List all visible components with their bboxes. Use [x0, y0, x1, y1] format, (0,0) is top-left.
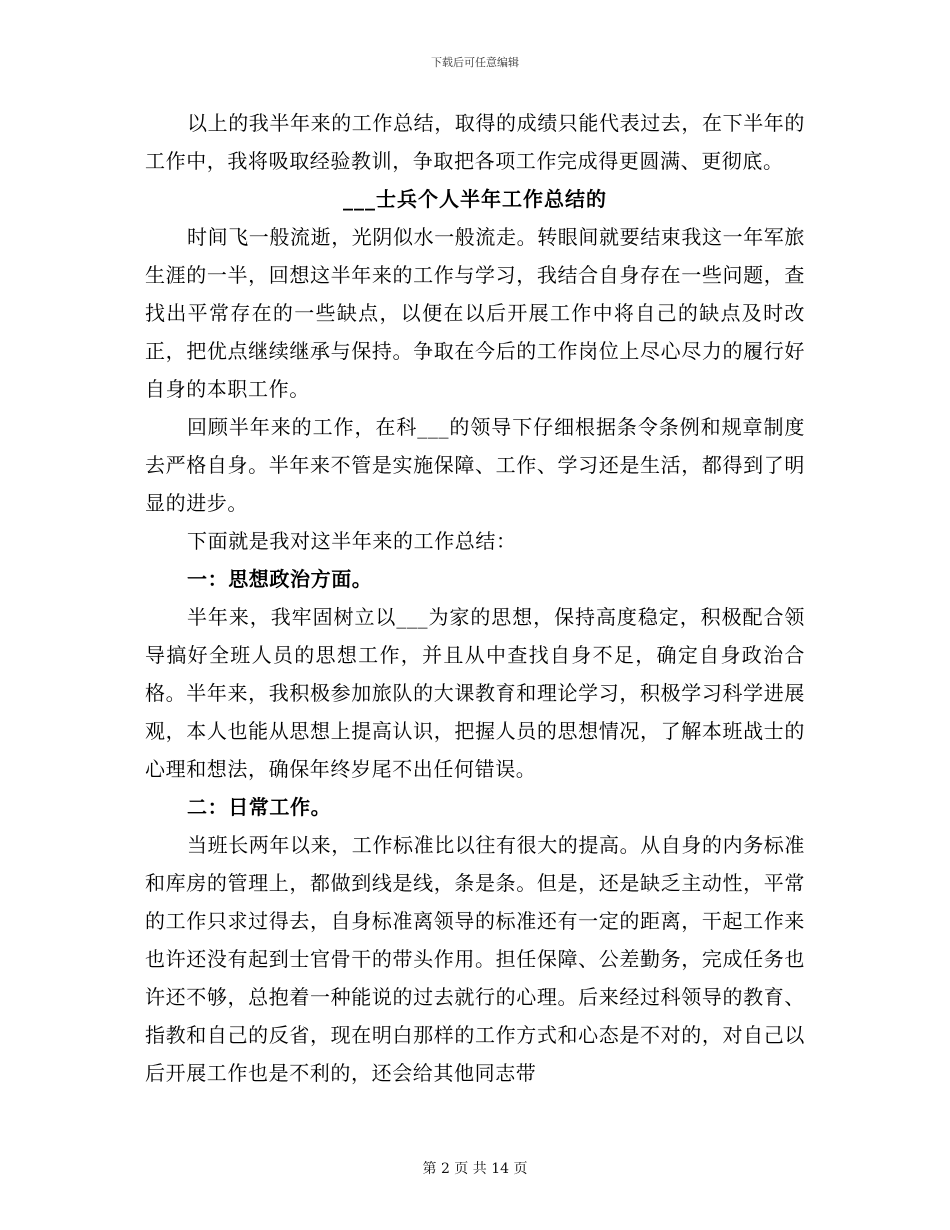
paragraph: 时间飞一般流逝，光阴似水一般流走。转眼间就要结束我这一年军旅生涯的一半，回想这半年来的工作与学习，我结合自身存在一些问题，查找出平常存在的一些缺点，以便在以后开展工作中将自己的缺点及时改正，把优点继续继承与保持。争取在今后的工作岗位上尽心尽力的履行好自身的本职工作。 — [145, 225, 805, 401]
page-number: 第 2 页 共 14 页 — [422, 1161, 528, 1177]
subheading: 一：思想政治方面。 — [187, 567, 373, 591]
paragraph: 当班长两年以来，工作标准比以往有很大的提高。从自身的内务标准和库房的管理上，都做到线是线，条是条。但是，还是缺乏主动性，平常的工作只求过得去，自身标准离领导的标准还有一定的距离，干起工作来也许还没有起到士官骨干的带头作用。担任保障、公差勤务，完成任务也许还不够，总抱着一种能说的过去就行的心理。后来经过科领导的教育、指教和自己的反省，现在明白那样的工作方式和心态是不对的，对自己以后开展工作也是不利的，还会给其他同志带 — [145, 833, 805, 1085]
paragraph: 回顾半年来的工作，在科___的领导下仔细根据条令条例和规章制度去严格自身。半年来不管是实施保障、工作、学习还是生活，都得到了明显的进步。 — [145, 415, 805, 515]
page-header: 下载后可任意编辑 — [431, 56, 519, 69]
paragraph: 下面就是我对这半年来的工作总结： — [187, 529, 517, 553]
paragraph: 半年来，我牢固树立以___为家的思想，保持高度稳定，积极配合领导搞好全班人员的思想工作，并且从中查找自身不足，确定自身政治合格。半年来，我积极参加旅队的大课教育和理论学习，积极学习科学进展观，本人也能从思想上提高认识，把握人员的思想情况，了解本班战士的心理和想法，确保年终岁尾不出任何错误。 — [145, 605, 805, 781]
document-body — [145, 104, 805, 1092]
subheading: 二：日常工作。 — [187, 795, 332, 819]
section-title: ___士兵个人半年工作总结的 — [343, 187, 607, 211]
paragraph: 以上的我半年来的工作总结，取得的成绩只能代表过去，在下半年的工作中，我将吸取经验教训，争取把各项工作完成得更圆满、更彻底。 — [145, 111, 805, 173]
